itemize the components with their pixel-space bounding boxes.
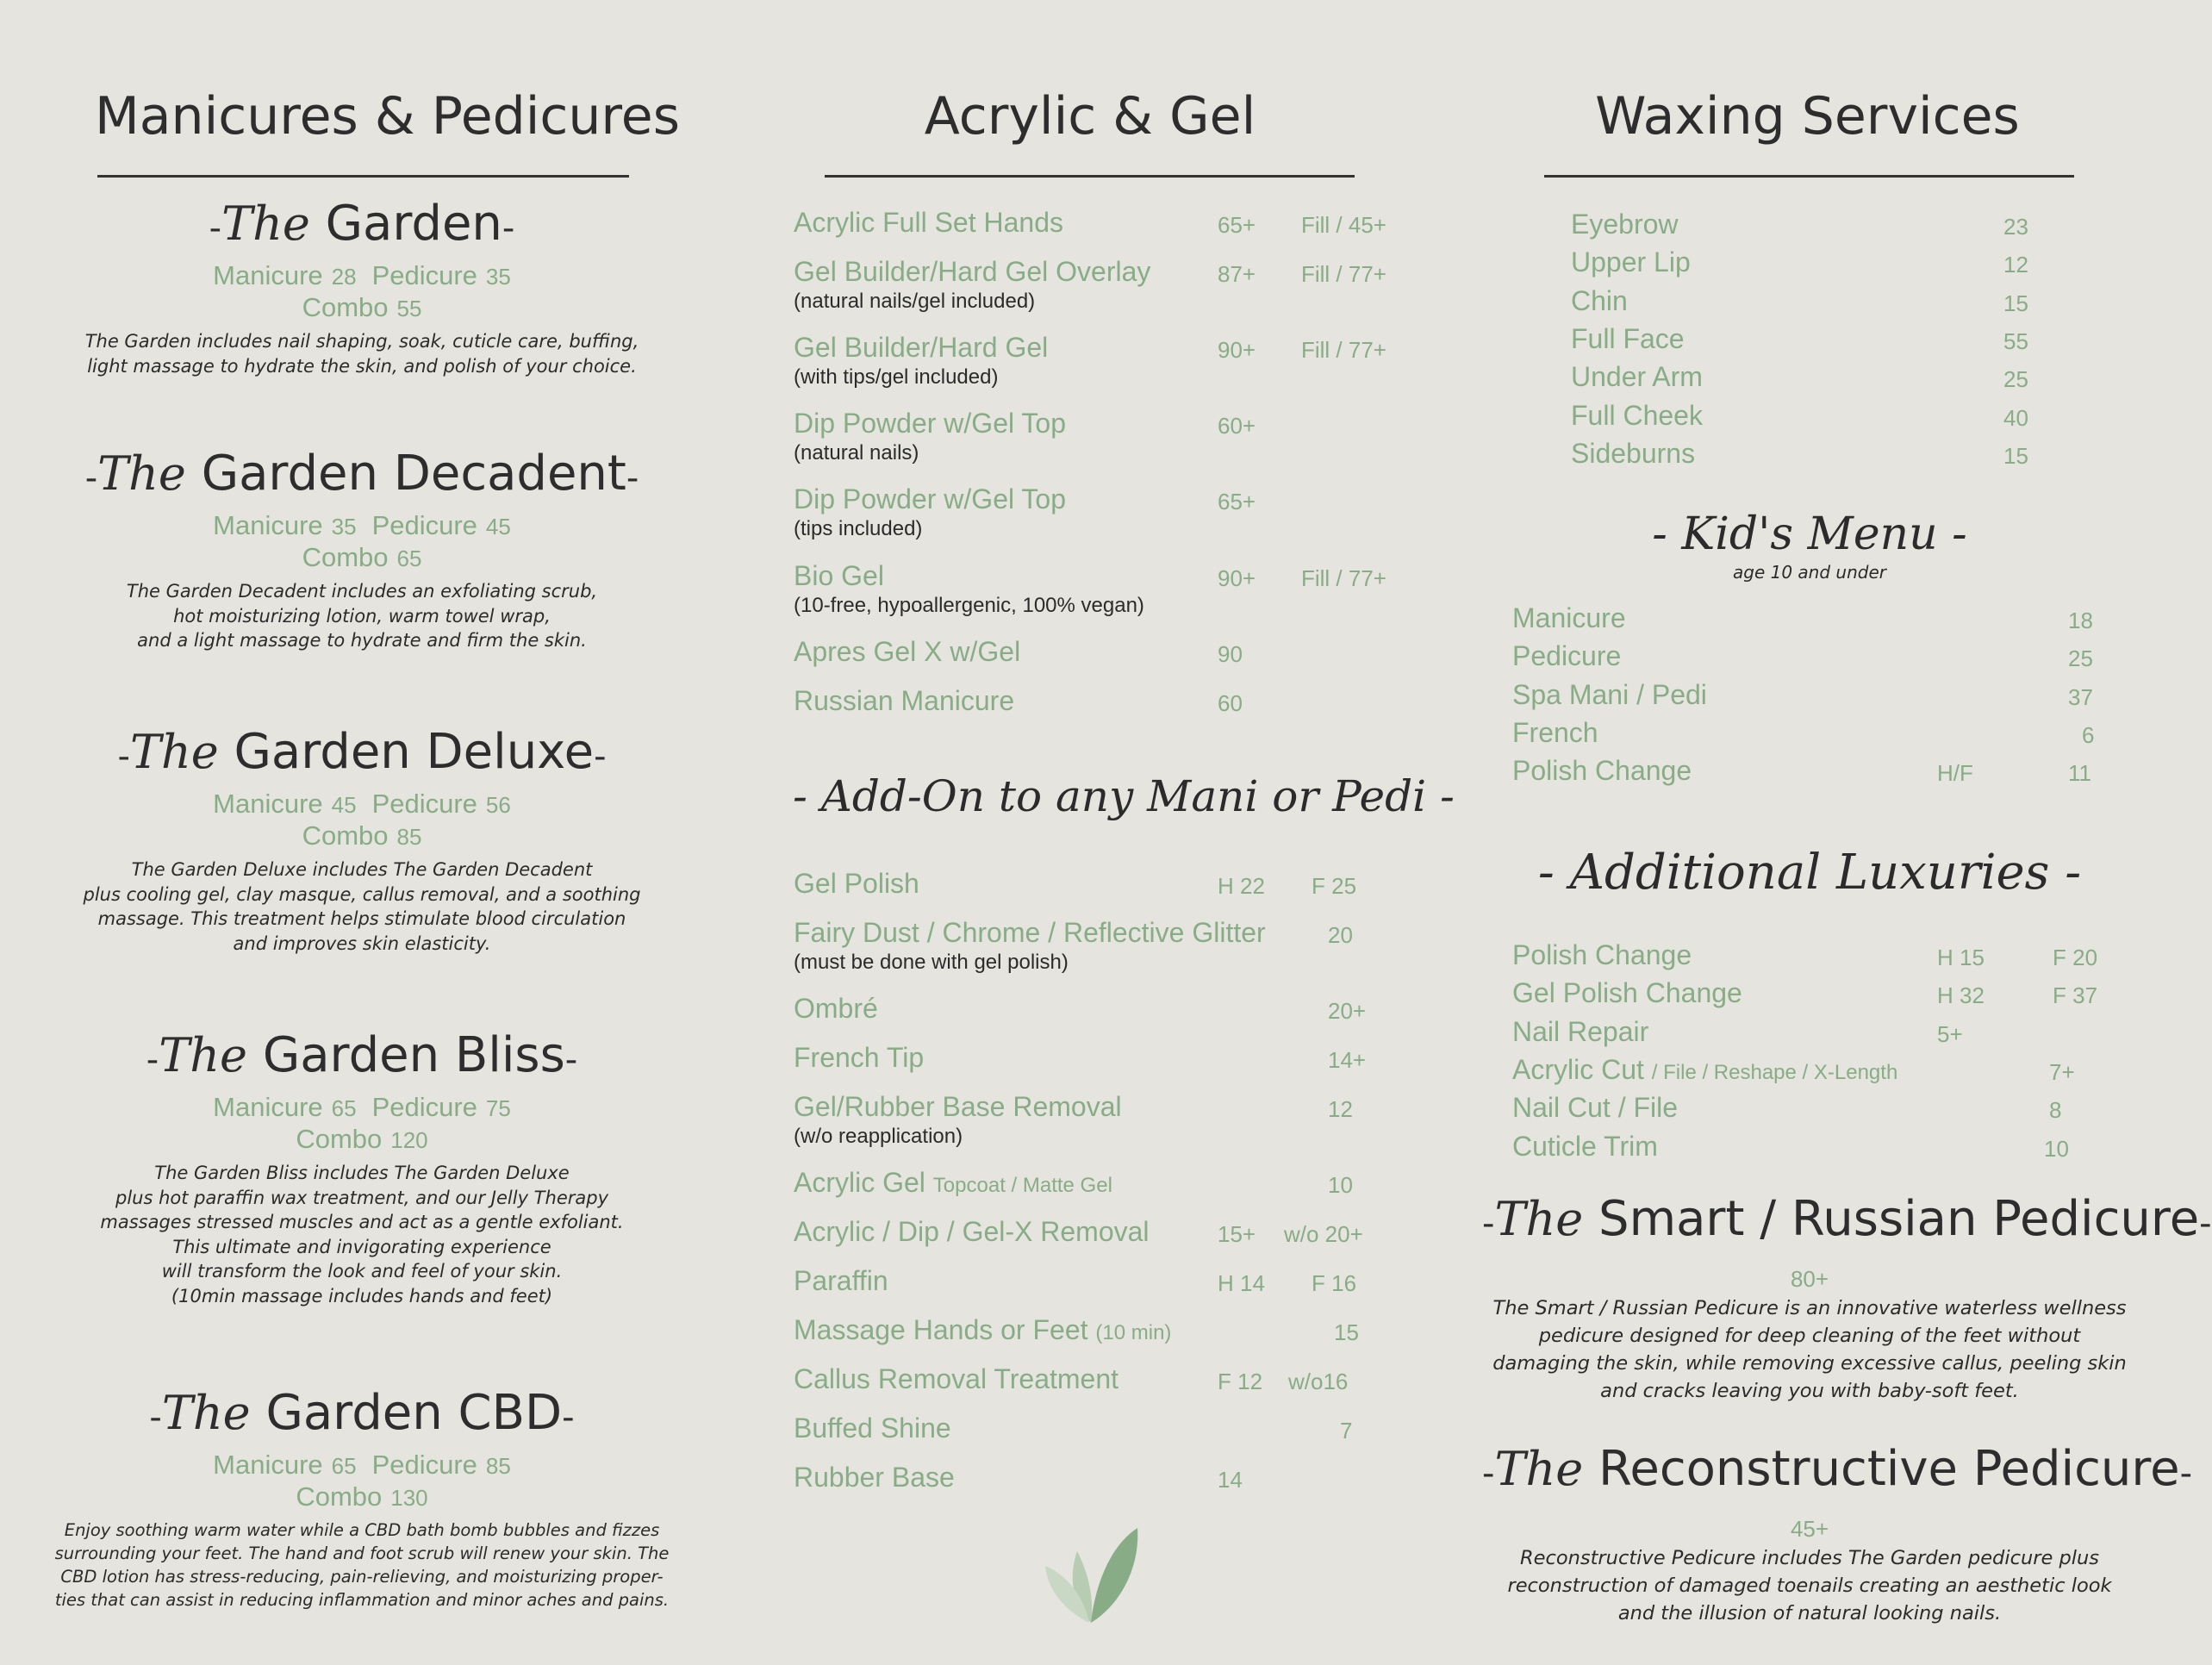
addon-row (794, 993, 878, 1025)
luxury-name-detail: / File / Reshape / X-Length (1651, 1060, 1898, 1084)
manicure-label: Manicure (213, 510, 323, 540)
package-title (52, 194, 672, 259)
kids-menu-subtitle: age 10 and under (1733, 562, 1886, 583)
addon-price: w/o16 (1288, 1369, 1349, 1394)
manicure-label: Manicure (213, 1092, 323, 1122)
package-block (52, 444, 672, 653)
title-name: Garden CBD (265, 1385, 563, 1441)
package-title (52, 1383, 672, 1448)
waxing-name: Full Cheek (1571, 399, 1703, 431)
waxing-price: 15 (2003, 290, 2028, 316)
title-dash: - (84, 458, 98, 498)
package-description: The Smart / Russian Pedicure is an innovative waterless wellness pedicure designed for deep cleaning of the feet without damaging the skin, while removing excessive callus, peeling skin and cracks leaving you with baby-soft feet. (1492, 1297, 2127, 1402)
manicure-price: 65 (331, 1453, 357, 1479)
addon-name (794, 993, 878, 1024)
luxury-name (1512, 1016, 1648, 1047)
addon-name-main: Rubber Base (794, 1462, 955, 1493)
kids-row (1512, 755, 1692, 787)
package-title (52, 722, 672, 787)
addon-name-main: Acrylic / Dip / Gel-X Removal (794, 1216, 1150, 1247)
service-name: Gel Builder/Hard Gel Overlay (794, 256, 1151, 287)
addon-price: H 22 (1218, 873, 1265, 899)
divider (97, 175, 629, 178)
pedicure-price: 56 (485, 792, 511, 818)
addon-price: 20+ (1328, 998, 1367, 1024)
waxing-row (1571, 285, 1628, 317)
addon-name (794, 868, 919, 899)
luxury-name (1512, 939, 1692, 970)
addon-name (794, 1167, 1112, 1198)
package-prices (52, 1450, 672, 1513)
addon-row (794, 1216, 1150, 1248)
service-note: (natural nails/gel included) (794, 290, 1036, 313)
title-name: Garden Decadent (201, 446, 626, 502)
waxing-row (1571, 209, 1679, 240)
service-price: 65+ (1218, 489, 1256, 514)
manicure-price: 28 (331, 264, 357, 290)
luxury-row (1512, 1131, 1658, 1163)
package-title (52, 444, 672, 508)
title-dash: - (562, 1398, 575, 1437)
service-price: 90 (1218, 641, 1243, 667)
addon-name-main: Fairy Dust / Chrome / Reflective Glitter (794, 917, 1266, 948)
package-price: 80+ (1790, 1266, 1829, 1292)
luxury-price: 7+ (2049, 1058, 2075, 1085)
luxury-row (1512, 977, 1742, 1009)
addon-name (794, 1462, 955, 1493)
addon-name (794, 917, 1266, 948)
service-name: Bio Gel (794, 560, 884, 591)
luxury-row (1512, 1092, 1678, 1124)
kids-row (1512, 640, 1621, 672)
addon-price: 14 (1218, 1467, 1243, 1493)
kids-price: 25 (2068, 645, 2093, 672)
addon-name (794, 1265, 888, 1296)
addon-name (794, 1091, 1122, 1122)
kids-note: H/F (1937, 760, 1973, 787)
package-title (52, 1026, 672, 1090)
luxury-name (1512, 977, 1742, 1008)
pedicure-price: 85 (485, 1453, 511, 1479)
pedicure-price: 45 (485, 514, 511, 539)
title-name: Garden Bliss (262, 1027, 565, 1083)
service-name: Russian Manicure (794, 685, 1015, 716)
addon-row (794, 917, 1266, 975)
addon-price: F 25 (1312, 873, 1357, 899)
divider (1544, 175, 2074, 178)
waxing-row (1571, 438, 1695, 470)
addon-row (794, 1265, 888, 1297)
title-dash: - (146, 1040, 159, 1080)
luxury-name (1512, 1054, 1897, 1085)
service-price: 60+ (1218, 413, 1256, 439)
service-note: (10-free, hypoallergenic, 100% vegan) (794, 594, 1144, 617)
package-description: Enjoy soothing warm water while a CBD bath bomb bubbles and fizzes surrounding your feet. The hand and foot scrub will renew your skin. The CBD lotion has stress-reducing, pain-relieving, and moisturizing proper- ties that can assist in reducing inflammation and minor aches and pains. (54, 1520, 670, 1610)
pedicure-label: Pedicure (371, 510, 477, 540)
title-dash: - (626, 458, 639, 498)
pedicure-label: Pedicure (371, 260, 477, 290)
service-name: Apres Gel X w/Gel (794, 636, 1021, 667)
package-title: -The Smart / Russian Pedicure- (1482, 1191, 2212, 1247)
kids-row (1512, 717, 1598, 749)
addon-name-main: Acrylic Gel (794, 1167, 925, 1198)
addon-name-main: Ombré (794, 993, 878, 1024)
service-name: Gel Builder/Hard Gel (794, 332, 1049, 363)
addon-name-main: Callus Removal Treatment (794, 1363, 1119, 1394)
waxing-price: 23 (2003, 214, 2028, 240)
waxing-price: 40 (2003, 404, 2028, 431)
title-name: Garden (325, 196, 502, 252)
manicure-price: 45 (331, 792, 357, 818)
kids-row (1512, 602, 1626, 634)
addon-price: F 12 (1218, 1369, 1263, 1394)
kids-row (1512, 679, 1707, 711)
waxing-name: Sideburns (1571, 437, 1696, 469)
combo-price: 65 (396, 546, 422, 571)
addon-price: 15+ (1218, 1221, 1256, 1247)
waxing-row (1571, 323, 1685, 355)
package-description: The Garden includes nail shaping, soak, cuticle care, buffing, light massage to hydrate the skin, and polish of your choice. (84, 331, 639, 377)
combo-label: Combo (296, 1481, 383, 1512)
luxuries-title: - Additional Luxuries - (1537, 845, 2082, 901)
manicure-price: 35 (331, 514, 357, 539)
fill-price: Fill / 45+ (1301, 212, 1386, 238)
service-row (794, 332, 1048, 390)
luxury-name-main: Nail Cut / File (1512, 1092, 1679, 1124)
title-prefix: The (129, 725, 219, 779)
service-price: 65+ (1218, 212, 1256, 238)
luxury-price: F 20 (2053, 945, 2098, 970)
luxury-name-main: Cuticle Trim (1512, 1130, 1658, 1162)
addon-name-main: Buffed Shine (794, 1412, 951, 1444)
fill-price: Fill / 77+ (1301, 337, 1386, 363)
service-note: (tips included) (794, 517, 923, 540)
smart-pedicure-package (1482, 1189, 2212, 1405)
addon-row (794, 1462, 955, 1494)
package-description: The Garden Decadent includes an exfoliating scrub, hot moisturizing lotion, warm towel wrap, and a light massage to hydrate and firm the skin. (126, 581, 598, 651)
combo-label: Combo (302, 292, 389, 322)
package-prices (52, 510, 672, 574)
addon-price: 20 (1328, 922, 1353, 948)
luxury-name (1512, 1131, 1658, 1162)
kids-price: 11 (2068, 760, 2091, 787)
service-price: 90+ (1218, 565, 1256, 591)
addon-note: (w/o reapplication) (794, 1125, 963, 1148)
kids-name: French (1512, 716, 1598, 748)
package-block (52, 1383, 672, 1612)
service-name: Acrylic Full Set Hands (794, 207, 1063, 238)
fill-price: Fill / 77+ (1301, 261, 1386, 287)
addon-row (794, 1412, 951, 1444)
combo-price: 120 (390, 1127, 428, 1153)
addon-price: 7 (1340, 1418, 1353, 1444)
service-price: 90+ (1218, 337, 1256, 363)
kids-price: 6 (2082, 721, 2095, 748)
service-price: 87+ (1218, 261, 1256, 287)
addon-name (794, 1412, 951, 1444)
kids-name: Spa Mani / Pedi (1512, 678, 1707, 710)
divider (825, 175, 1355, 178)
addon-row (794, 1363, 1118, 1395)
waxing-row (1571, 400, 1703, 432)
service-row (794, 483, 1066, 541)
kids-menu-title: - Kid's Menu - (1652, 508, 1967, 560)
addon-name-detail: (10 min) (1095, 1321, 1172, 1344)
addon-price: H 14 (1218, 1270, 1265, 1296)
package-title: -The Reconstructive Pedicure- (1482, 1441, 2193, 1497)
package-prices (52, 789, 672, 852)
waxing-name: Upper Lip (1571, 246, 1691, 278)
luxury-price: H 15 (1937, 945, 1985, 970)
title-dash: - (149, 1398, 162, 1437)
luxury-name (1512, 1092, 1678, 1123)
luxury-name-main: Nail Repair (1512, 1015, 1649, 1047)
waxing-name: Eyebrow (1571, 209, 1679, 240)
pedicure-price: 35 (485, 264, 511, 290)
waxing-price: 12 (2003, 252, 2028, 278)
kids-name: Pedicure (1512, 640, 1622, 672)
manicure-label: Manicure (213, 260, 323, 290)
package-description: The Garden Bliss includes The Garden Deluxe plus hot paraffin wax treatment, and our Jelly Therapy massages stressed muscles and act as a gentle exfoliant. This ultimate and invigorating experience will transform the look and feel of your skin. (10min massage includes hands and feet) (100, 1163, 624, 1306)
service-row (794, 685, 1014, 717)
luxury-name-main: Polish Change (1512, 939, 1692, 970)
title-dash: - (209, 209, 222, 248)
addon-note: (must be done with gel polish) (794, 951, 1069, 974)
title-prefix: The (221, 196, 310, 251)
pedicure-label: Pedicure (371, 1092, 477, 1122)
package-description: Reconstructive Pedicure includes The Garden pedicure plus reconstruction of damaged toenails creating an aesthetic look and the illusion of natural looking nails. (1507, 1547, 2112, 1624)
addon-price: 10 (1328, 1172, 1353, 1198)
luxury-price: 8 (2049, 1097, 2062, 1124)
addon-name (794, 1363, 1118, 1394)
luxury-price: 10 (2044, 1135, 2069, 1162)
package-prices (52, 1092, 672, 1156)
service-note: (natural nails) (794, 441, 919, 465)
addon-row (794, 1314, 1171, 1346)
fill-price: Fill / 77+ (1301, 565, 1386, 591)
addon-name-main: French Tip (794, 1042, 925, 1073)
addon-price: w/o 20+ (1284, 1221, 1363, 1247)
title-prefix: The (161, 1386, 251, 1440)
waxing-name: Under Arm (1571, 361, 1703, 393)
luxury-price: F 37 (2053, 982, 2098, 1009)
waxing-price: 55 (2003, 327, 2028, 354)
title-prefix: The (159, 1028, 247, 1082)
addon-name-main: Massage Hands or Feet (794, 1314, 1088, 1345)
service-price: 60 (1218, 690, 1243, 716)
title-prefix: The (97, 446, 186, 501)
addon-name-main: Paraffin (794, 1265, 888, 1296)
service-note: (with tips/gel included) (794, 365, 999, 389)
addon-row (794, 1042, 924, 1074)
kids-name: Manicure (1512, 602, 1626, 633)
service-row (794, 207, 1063, 239)
kids-price: 18 (2068, 608, 2093, 633)
manicure-label: Manicure (213, 789, 323, 819)
column-title-acrylic: Acrylic & Gel (924, 86, 1256, 147)
kids-price: 37 (2068, 683, 2093, 710)
luxury-row (1512, 939, 1692, 971)
addon-title: - Add-On to any Mani or Pedi - (793, 771, 1455, 821)
column-title-waxing: Waxing Services (1595, 86, 2020, 147)
package-block (52, 722, 672, 956)
package-description: The Garden Deluxe includes The Garden Decadent plus cooling gel, clay masque, callus removal, and a soothing massage. This treatment helps stimulate blood circulation and improves skin elasticity. (83, 859, 641, 954)
addon-name (794, 1216, 1150, 1247)
luxury-price: 5+ (1937, 1020, 1963, 1047)
title-dash: - (564, 1040, 578, 1080)
addon-row (794, 1091, 1122, 1149)
waxing-row (1571, 361, 1703, 393)
combo-label: Combo (302, 542, 389, 572)
package-block (52, 1026, 672, 1308)
luxury-price: H 32 (1937, 982, 1985, 1009)
addon-price: F 16 (1312, 1270, 1357, 1296)
service-row (794, 636, 1020, 668)
addon-price: 12 (1328, 1096, 1353, 1122)
kids-name: Polish Change (1512, 755, 1692, 787)
reconstructive-pedicure-package (1482, 1439, 2193, 1627)
service-row (794, 256, 1150, 314)
pedicure-price: 75 (485, 1095, 511, 1121)
addon-price: 15 (1334, 1319, 1359, 1345)
waxing-name: Chin (1571, 284, 1628, 316)
service-name: Dip Powder w/Gel Top (794, 408, 1066, 439)
addon-name-main: Gel Polish (794, 868, 919, 899)
waxing-price: 25 (2003, 366, 2028, 393)
combo-price: 85 (396, 824, 422, 850)
package-price: 45+ (1790, 1516, 1829, 1542)
luxury-name-main: Gel Polish Change (1512, 977, 1742, 1009)
addon-row (794, 868, 919, 900)
waxing-price: 15 (2003, 442, 2028, 469)
pedicure-label: Pedicure (371, 1450, 477, 1480)
service-name: Dip Powder w/Gel Top (794, 483, 1066, 514)
package-prices (52, 260, 672, 324)
combo-label: Combo (302, 820, 389, 851)
luxury-row (1512, 1054, 1897, 1086)
leaf-logo-icon (1041, 1512, 1140, 1624)
manicure-label: Manicure (213, 1450, 323, 1480)
waxing-row (1571, 246, 1691, 278)
title-name: Garden Deluxe (234, 724, 595, 780)
addon-row (794, 1167, 1112, 1199)
luxury-name-main: Acrylic Cut (1512, 1053, 1644, 1085)
combo-label: Combo (296, 1124, 383, 1154)
service-row (794, 560, 1144, 618)
manicure-price: 65 (331, 1095, 357, 1121)
combo-price: 55 (396, 296, 422, 321)
luxury-row (1512, 1016, 1648, 1048)
addon-name-detail: Topcoat / Matte Gel (932, 1174, 1112, 1197)
pedicure-label: Pedicure (371, 789, 477, 819)
addon-price: 14+ (1328, 1047, 1367, 1073)
package-block (52, 194, 672, 378)
service-row (794, 408, 1066, 465)
waxing-name: Full Face (1571, 322, 1685, 354)
addon-name (794, 1314, 1171, 1345)
title-dash: - (594, 737, 607, 776)
column-title-mani-pedi: Manicures & Pedicures (95, 86, 680, 147)
title-dash: - (502, 209, 515, 248)
addon-name (794, 1042, 924, 1073)
title-dash: - (117, 737, 130, 776)
combo-price: 130 (390, 1485, 428, 1511)
addon-name-main: Gel/Rubber Base Removal (794, 1091, 1122, 1122)
